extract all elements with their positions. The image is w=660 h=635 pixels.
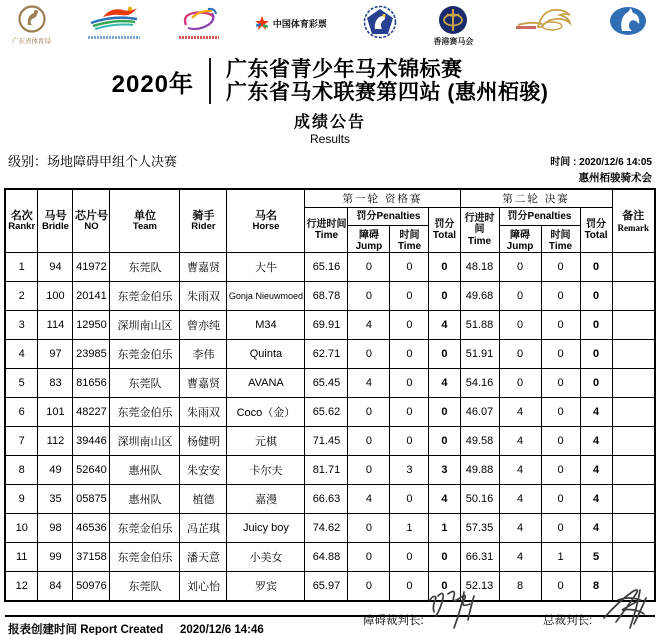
r1-jump-penalty: 4 <box>348 311 390 340</box>
results-notice-cn: 成绩公告 <box>293 114 366 132</box>
report-created-label: 报表创建时间 Report Created <box>8 624 164 635</box>
col-r2-total-cn: 罚分 <box>586 218 607 230</box>
r1-total: 0 <box>429 543 460 572</box>
remark <box>612 456 655 485</box>
col-r2-time-en: Time <box>467 235 492 247</box>
rider: 潘天意 <box>180 543 227 572</box>
table-row <box>5 398 655 427</box>
r1-total: 0 <box>429 282 460 311</box>
r2-jump-penalty: 0 <box>499 369 541 398</box>
bojun-riding-club-logo <box>508 5 574 35</box>
bridle-no: 99 <box>38 543 73 572</box>
remark <box>612 485 655 514</box>
team: 东莞金伯乐 <box>110 398 180 427</box>
event-time-value: 2020/12/6 14:05 <box>579 157 652 169</box>
table-row <box>5 543 655 572</box>
r2-time: 52.13 <box>460 572 499 602</box>
chip-no: 52640 <box>73 456 110 485</box>
table-row <box>5 514 655 543</box>
col-rank <box>5 189 38 253</box>
col-r2-jump: 障碍Jump <box>499 226 541 253</box>
col-horse-cn: 马名 <box>254 209 277 222</box>
r1-jump-penalty: 0 <box>348 282 390 311</box>
r1-jump-penalty: 0 <box>348 543 390 572</box>
horse: 嘉漫 <box>227 485 305 514</box>
remark <box>612 427 655 456</box>
results-table <box>4 188 656 602</box>
horse: Coco（金） <box>227 398 305 427</box>
event-title-line2: 广东省马术联赛第四站 (惠州栢骏) <box>226 81 549 105</box>
col-bridle <box>38 189 73 253</box>
rank: 3 <box>5 311 38 340</box>
r2-time-penalty: 0 <box>541 282 580 311</box>
col-r1-time <box>305 208 348 253</box>
col-chip <box>73 189 110 253</box>
table-row <box>5 427 655 456</box>
r2-jump-penalty: 0 <box>499 282 541 311</box>
r2-total: 4 <box>580 514 612 543</box>
chip-no: 81656 <box>73 369 110 398</box>
blue-horse-head-icon <box>608 5 648 37</box>
r2-jump-penalty: 4 <box>499 485 541 514</box>
r2-time-penalty: 0 <box>541 311 580 340</box>
r1-time: 68.78 <box>305 282 348 311</box>
logo-caption: 中国体育彩票 <box>272 18 327 29</box>
r2-time-penalty: 0 <box>541 340 580 369</box>
r1-total: 4 <box>429 369 460 398</box>
horse: 元棋 <box>227 427 305 456</box>
col-r2-penalties <box>499 208 580 226</box>
r2-jump-penalty: 0 <box>499 253 541 282</box>
rank: 5 <box>5 369 38 398</box>
report-created-time: 2020/12/6 14:46 <box>180 624 264 635</box>
col-r2-penalties-label: 罚分Penalties <box>507 210 572 222</box>
table-row <box>5 572 655 602</box>
r2-total: 4 <box>580 398 612 427</box>
rider: 冯芷琪 <box>180 514 227 543</box>
chip-no: 12950 <box>73 311 110 340</box>
chip-no: 46536 <box>73 514 110 543</box>
youth-festival-icon <box>85 5 143 33</box>
horse-head-club-logo <box>608 5 648 37</box>
bridle-no: 97 <box>38 340 73 369</box>
r2-time: 51.88 <box>460 311 499 340</box>
title-divider <box>209 58 211 104</box>
col-rider <box>180 189 227 253</box>
r2-total: 4 <box>580 456 612 485</box>
chip-no: 05875 <box>73 485 110 514</box>
team: 惠州队 <box>110 485 180 514</box>
r1-time: 81.71 <box>305 456 348 485</box>
r1-time-penalty: 0 <box>390 572 429 602</box>
r2-time: 49.68 <box>460 282 499 311</box>
hong-kong-jockey-club-logo <box>433 5 473 47</box>
horse: Gonja Nieuwmoed <box>227 282 305 311</box>
table-row <box>5 253 655 282</box>
r2-time: 54.16 <box>460 369 499 398</box>
r1-total: 0 <box>429 398 460 427</box>
remark <box>612 369 655 398</box>
r2-total: 0 <box>580 311 612 340</box>
horse: 大牛 <box>227 253 305 282</box>
col-team-cn: 单位 <box>133 209 156 222</box>
bridle-no: 101 <box>38 398 73 427</box>
r1-jump-penalty: 0 <box>348 253 390 282</box>
r2-total: 5 <box>580 543 612 572</box>
lottery-star-icon <box>254 15 270 31</box>
r1-total: 0 <box>429 427 460 456</box>
r1-total: 0 <box>429 253 460 282</box>
sports-bureau-emblem-icon <box>15 5 49 35</box>
chip-no: 39446 <box>73 427 110 456</box>
chip-no: 48227 <box>73 398 110 427</box>
bridle-no: 98 <box>38 514 73 543</box>
r1-time: 62.71 <box>305 340 348 369</box>
r1-total: 3 <box>429 456 460 485</box>
r2-jump-penalty: 4 <box>499 398 541 427</box>
class-level <box>8 151 177 170</box>
results-table-head <box>5 189 655 253</box>
col-bridle-cn: 马号 <box>44 209 67 222</box>
rider: 刘心怡 <box>180 572 227 602</box>
col-chip-en: NO <box>84 221 99 233</box>
r2-time-penalty: 0 <box>541 369 580 398</box>
rank: 11 <box>5 543 38 572</box>
games-swirl-icon <box>178 5 220 33</box>
r1-total: 4 <box>429 311 460 340</box>
r1-total: 4 <box>429 485 460 514</box>
rider: 杨健明 <box>180 427 227 456</box>
host-club: 惠州栢骏骑术会 <box>578 172 652 185</box>
col-remark-en: Remark <box>617 222 650 233</box>
event-year: 2020年 <box>111 70 195 98</box>
chip-no: 23985 <box>73 340 110 369</box>
col-r1-timepen: 时间Time <box>390 226 429 253</box>
remark <box>612 514 655 543</box>
r2-total: 0 <box>580 369 612 398</box>
r2-time-penalty: 0 <box>541 398 580 427</box>
remark <box>612 543 655 572</box>
r1-jump-penalty: 0 <box>348 572 390 602</box>
chief-judge-signature <box>596 584 656 632</box>
col-r1-jump: 障碍Jump <box>348 226 390 253</box>
rider: 曾亦纯 <box>180 311 227 340</box>
r1-time-penalty: 0 <box>390 543 429 572</box>
r2-jump-penalty: 4 <box>499 456 541 485</box>
col-rider-cn: 骑手 <box>192 209 215 222</box>
r1-jump-penalty: 0 <box>348 398 390 427</box>
r2-total: 8 <box>580 572 612 602</box>
r2-time-penalty: 0 <box>541 456 580 485</box>
event-time <box>550 153 652 168</box>
provincial-games-logo <box>178 5 220 39</box>
r2-time: 49.88 <box>460 456 499 485</box>
r1-jump-penalty: 4 <box>348 369 390 398</box>
remark <box>612 253 655 282</box>
col-r1-total-en: Total <box>432 230 457 242</box>
event-titles <box>226 58 548 104</box>
col-r1-total-cn: 罚分 <box>434 218 455 230</box>
r2-time-penalty: 0 <box>541 427 580 456</box>
r1-time: 69.91 <box>305 311 348 340</box>
meta-row <box>8 149 652 169</box>
logo-strip <box>0 0 660 53</box>
round2-group-header: 第二轮 决赛 <box>460 189 612 208</box>
event-title-line1: 广东省青少年马术锦标赛 <box>226 58 463 81</box>
col-rank-en: Rankr <box>8 221 36 233</box>
chief-judge-label: 总裁判长: <box>543 615 593 627</box>
r1-time-penalty: 0 <box>390 282 429 311</box>
rank: 8 <box>5 456 38 485</box>
col-r2-total <box>580 208 612 253</box>
col-r2-time <box>460 208 499 253</box>
r2-time: 49.58 <box>460 427 499 456</box>
r2-jump-penalty: 0 <box>499 311 541 340</box>
r2-time: 57.35 <box>460 514 499 543</box>
r1-total: 1 <box>429 514 460 543</box>
rank: 12 <box>5 572 38 602</box>
table-row <box>5 282 655 311</box>
horse: Quinta <box>227 340 305 369</box>
r1-time-penalty: 1 <box>390 514 429 543</box>
horse: M34 <box>227 311 305 340</box>
remark <box>612 398 655 427</box>
equestrian-association-emblem-icon <box>361 5 399 41</box>
horse: 罗宾 <box>227 572 305 602</box>
r1-time: 65.45 <box>305 369 348 398</box>
table-row <box>5 485 655 514</box>
col-remark-cn: 备注 <box>622 209 645 222</box>
rider: 李伟 <box>180 340 227 369</box>
table-row <box>5 369 655 398</box>
rider: 朱雨双 <box>180 282 227 311</box>
col-horse <box>227 189 305 253</box>
r1-time-penalty: 0 <box>390 340 429 369</box>
class-level-label: 级别： <box>8 154 48 170</box>
rider: 曹嘉贤 <box>180 253 227 282</box>
bridle-no: 84 <box>38 572 73 602</box>
r1-jump-penalty: 0 <box>348 427 390 456</box>
col-chip-cn: 芯片号 <box>74 209 108 222</box>
r1-time: 71.45 <box>305 427 348 456</box>
event-time-label: 时间 : <box>550 157 580 169</box>
r2-time: 66.31 <box>460 543 499 572</box>
results-notice-en: Results <box>309 132 350 147</box>
r2-time-penalty: 0 <box>541 572 580 602</box>
r2-jump-penalty: 8 <box>499 572 541 602</box>
r2-time-penalty: 0 <box>541 485 580 514</box>
r1-jump-penalty: 0 <box>348 514 390 543</box>
chip-no: 41972 <box>73 253 110 282</box>
team: 东莞金伯乐 <box>110 543 180 572</box>
col-team-en: Team <box>132 221 158 233</box>
horse: Juicy boy <box>227 514 305 543</box>
r2-jump-penalty: 4 <box>499 514 541 543</box>
horse: 小美女 <box>227 543 305 572</box>
r1-time: 65.16 <box>305 253 348 282</box>
guangdong-sports-bureau-logo <box>12 5 51 45</box>
r1-jump-penalty: 0 <box>348 456 390 485</box>
r2-time: 50.16 <box>460 485 499 514</box>
rank: 10 <box>5 514 38 543</box>
round1-group-header: 第一轮 资格赛 <box>305 189 460 208</box>
results-body <box>5 253 655 602</box>
col-horse-en: Horse <box>252 221 280 233</box>
r1-time: 66.63 <box>305 485 348 514</box>
china-sports-lottery-logo <box>254 15 327 31</box>
col-r2-time-cn: 行进时间 <box>464 212 495 236</box>
r1-time-penalty: 0 <box>390 311 429 340</box>
r1-jump-penalty: 0 <box>348 340 390 369</box>
table-row <box>5 340 655 369</box>
rider: 朱安安 <box>180 456 227 485</box>
table-row <box>5 311 655 340</box>
team: 东莞队 <box>110 369 180 398</box>
col-bridle-en: Bridle <box>41 221 69 233</box>
bridle-no: 83 <box>38 369 73 398</box>
r1-time-penalty: 0 <box>390 427 429 456</box>
bridle-no: 35 <box>38 485 73 514</box>
logo-fine-print <box>179 36 219 39</box>
col-r1-penalties <box>348 208 429 226</box>
rider: 植德 <box>180 485 227 514</box>
r2-total: 0 <box>580 282 612 311</box>
table-row <box>5 456 655 485</box>
rank: 9 <box>5 485 38 514</box>
r1-time: 64.88 <box>305 543 348 572</box>
bridle-no: 94 <box>38 253 73 282</box>
hkjc-emblem-icon <box>438 5 468 35</box>
team: 东莞队 <box>110 572 180 602</box>
logo-fine-print <box>88 36 140 39</box>
title-block <box>0 58 660 104</box>
col-r2-total-en: Total <box>584 230 608 242</box>
obstacle-judge-signature <box>424 586 486 630</box>
col-r2-timepen: 时间Time <box>541 226 580 253</box>
r1-time: 65.62 <box>305 398 348 427</box>
col-team <box>110 189 180 253</box>
r2-total: 4 <box>580 485 612 514</box>
class-level-value: 场地障碍甲组个人决赛 <box>47 154 178 170</box>
team: 东莞金伯乐 <box>110 514 180 543</box>
r1-time-penalty: 0 <box>390 253 429 282</box>
chip-no: 37158 <box>73 543 110 572</box>
team: 深圳南山区 <box>110 311 180 340</box>
bridle-no: 100 <box>38 282 73 311</box>
bridle-no: 49 <box>38 456 73 485</box>
chip-no: 20141 <box>73 282 110 311</box>
r2-total: 0 <box>580 253 612 282</box>
youth-sports-festival-logo <box>85 5 143 39</box>
chip-no: 50976 <box>73 572 110 602</box>
team: 东莞队 <box>110 253 180 282</box>
team: 深圳南山区 <box>110 427 180 456</box>
col-remark <box>612 189 655 253</box>
r2-jump-penalty: 0 <box>499 340 541 369</box>
r1-time: 74.62 <box>305 514 348 543</box>
col-rank-cn: 名次 <box>10 209 33 222</box>
r1-time-penalty: 0 <box>390 398 429 427</box>
r2-total: 4 <box>580 427 612 456</box>
r1-time-penalty: 3 <box>390 456 429 485</box>
r2-time: 46.07 <box>460 398 499 427</box>
gold-horse-head-icon <box>508 5 574 35</box>
remark <box>612 311 655 340</box>
r1-time-penalty: 0 <box>390 369 429 398</box>
r2-time-penalty: 0 <box>541 514 580 543</box>
r1-total: 0 <box>429 340 460 369</box>
col-r1-penalties-label: 罚分Penalties <box>356 210 421 222</box>
r2-time: 51.91 <box>460 340 499 369</box>
rank: 6 <box>5 398 38 427</box>
team: 东莞金伯乐 <box>110 340 180 369</box>
r1-time: 65.97 <box>305 572 348 602</box>
r2-total: 0 <box>580 340 612 369</box>
horse: AVANA <box>227 369 305 398</box>
rank: 2 <box>5 282 38 311</box>
col-rider-en: Rider <box>191 221 216 233</box>
rank: 7 <box>5 427 38 456</box>
guangdong-equestrian-association-logo <box>361 5 399 41</box>
col-r1-total <box>429 208 460 253</box>
horse: 卡尔夫 <box>227 456 305 485</box>
r1-time-penalty: 0 <box>390 485 429 514</box>
r2-time-penalty: 0 <box>541 253 580 282</box>
col-r1-time-cn: 行进时间 <box>306 218 347 230</box>
obstacle-judge-label: 障碍裁判长: <box>363 615 424 627</box>
r1-jump-penalty: 4 <box>348 485 390 514</box>
bridle-no: 112 <box>38 427 73 456</box>
rank: 4 <box>5 340 38 369</box>
r2-time-penalty: 1 <box>541 543 580 572</box>
rank: 1 <box>5 253 38 282</box>
remark <box>612 340 655 369</box>
bridle-no: 114 <box>38 311 73 340</box>
logo-caption: 广东省体育局 <box>12 38 51 45</box>
remark <box>612 282 655 311</box>
team: 惠州队 <box>110 456 180 485</box>
r1-total: 0 <box>429 572 460 602</box>
rider: 曹嘉贤 <box>180 369 227 398</box>
r2-time: 48.18 <box>460 253 499 282</box>
team: 东莞金伯乐 <box>110 282 180 311</box>
r2-jump-penalty: 4 <box>499 427 541 456</box>
logo-caption: 香港赛马会 <box>433 37 474 46</box>
r2-jump-penalty: 4 <box>499 543 541 572</box>
col-r1-time-en: Time <box>314 230 339 242</box>
rider: 朱雨双 <box>180 398 227 427</box>
